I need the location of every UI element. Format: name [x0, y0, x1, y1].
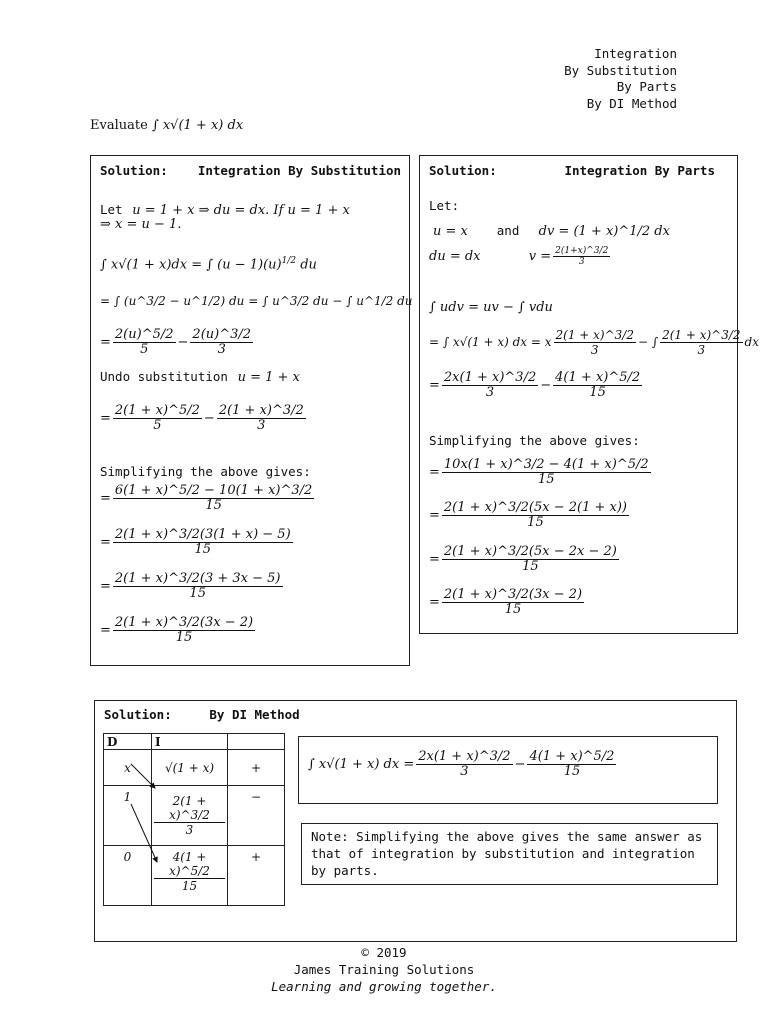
di-row-1-i: √(1 + x)	[152, 750, 228, 786]
parts-u-expr: u = x	[433, 224, 468, 239]
di-row-1-sign: +	[228, 750, 285, 786]
di-answer: ∫ x√(1 + x) dx = $\frac{2x(1 + x)\^{}3/2}{3}$ − $\frac{4(1 + x)\^{}5/2}{15}$	[308, 749, 615, 779]
parts-simplify-text: Simplifying the above gives:	[429, 433, 640, 448]
substitution-title	[100, 163, 401, 178]
sub-step3: = $\frac{2(u)\^{}5/2}{5}$ − $\frac{2(u)\^{}3/2}{3}$	[100, 327, 252, 357]
parts-simp-2: = $\frac{2(1 + x)\^{}3/2(5x - 2(1 + x))}{15}$	[429, 500, 627, 530]
sub-let-text: Let	[100, 202, 123, 217]
parts-u-dv-line	[433, 220, 670, 239]
sub-let-expr2: ⇒ x = u − 1.	[100, 217, 182, 232]
sub-simp-2: = $\frac{2(1 + x)\^{}3/2(3(1 + x) - 5)}{15}$	[100, 527, 291, 557]
sub-simp-1: = $\frac{6(1 + x)\^{}5/2 - 10(1 + x)\^{}3/2}{15}$	[100, 483, 313, 513]
di-row-2-sign: −	[228, 786, 285, 846]
parts-v-frac: $\frac{2(1+x)\^{}3/2}{3}$	[555, 246, 609, 267]
header-line-3: By Parts	[616, 79, 677, 94]
question-prefix: Evaluate	[90, 118, 148, 133]
di-row-3-sign: +	[228, 846, 285, 906]
parts-title-right: Integration By Parts	[564, 163, 715, 178]
sub-simp-3: = $\frac{2(1 + x)\^{}3/2(3 + 3x - 5)}{15}$	[100, 571, 281, 601]
parts-title-left: Solution:	[429, 163, 497, 178]
di-answer-box	[298, 736, 718, 804]
di-row-2-i: $\frac{2(1 + x)\^{}3/2}{3}$	[152, 786, 228, 846]
question-expr: ∫ x√(1 + x) dx	[151, 118, 244, 133]
di-panel	[94, 700, 737, 942]
sub-step1-tail: du	[300, 257, 317, 273]
parts-panel	[419, 155, 759, 634]
parts-v-lhs: v =	[528, 249, 552, 264]
di-row-2-d: 1	[104, 786, 152, 846]
parts-simp-3: = $\frac{2(1 + x)\^{}3/2(5x - 2x - 2)}{15}$	[429, 544, 617, 574]
parts-du-expr: du = dx	[429, 249, 481, 264]
sub-undo-expr: u = 1 + x	[237, 370, 300, 385]
parts-simp-4: = $\frac{2(1 + x)\^{}3/2(3x - 2)}{15}$	[429, 587, 583, 617]
di-col-d: D	[104, 734, 152, 750]
sub-simp-4: = $\frac{2(1 + x)\^{}3/2(3x - 2)}{15}$	[100, 615, 254, 645]
footer	[0, 944, 768, 995]
parts-dv-expr: dv = (1 + x)^1/2 dx	[538, 224, 670, 239]
sub-step4-frac1: $\frac{2(1 + x)\^{}5/2}{5}$	[114, 403, 200, 433]
di-col-i: I	[152, 734, 228, 750]
sub-step2: = ∫ (u^3/2 − u^1/2) du = ∫ u^3/2 du − ∫ u^1/2 du	[100, 294, 413, 308]
parts-formula: ∫ udv = uv − ∫ vdu	[429, 300, 553, 315]
sub-step1	[100, 256, 317, 272]
parts-let-text: Let:	[429, 198, 460, 213]
di-arrows	[115, 756, 235, 896]
sub-step4-frac2: $\frac{2(1 + x)\^{}3/2}{3}$	[218, 403, 304, 433]
substitution-title-left: Solution:	[100, 163, 168, 178]
di-note-box	[301, 823, 718, 885]
sub-step3-frac1: $\frac{2(u)\^{}5/2}{5}$	[114, 327, 174, 357]
parts-apply: = ∫ x√(1 + x) dx = x $\frac{2(1 + x)\^{}3/2}{3}$ − ∫ $\frac{2(1 + x)\^{}3/2}{3}$ dx	[429, 328, 759, 357]
question	[90, 118, 243, 133]
sub-let-line	[100, 199, 350, 218]
header-line-1: Integration	[594, 46, 677, 61]
parts-du-v-line	[429, 246, 612, 267]
sub-simplify-text: Simplifying the above gives:	[100, 464, 311, 479]
di-note: Note: Simplifying the above gives the same answer as that of integration by substitution and integration by parts.	[311, 829, 703, 878]
sub-undo-line	[100, 366, 300, 385]
di-title-right: By DI Method	[209, 707, 300, 722]
sub-step1-exp: 1/2	[281, 256, 297, 266]
footer-company: James Training Solutions	[293, 962, 475, 977]
parts-simp-1: = $\frac{10x(1 + x)\^{}3/2 - 4(1 + x)\^{}5/2}{15}$	[429, 457, 649, 487]
sub-let-expr: u = 1 + x ⇒ du = dx. If u = 1 + x	[132, 203, 350, 218]
parts-title	[429, 163, 715, 178]
di-arrow-2	[131, 804, 157, 862]
di-col-sign	[228, 734, 285, 750]
sub-step3-frac2: $\frac{2(u)\^{}3/2}{3}$	[192, 327, 252, 357]
sub-step4: = $\frac{2(1 + x)\^{}5/2}{5}$ − $\frac{2(1 + x)\^{}3/2}{3}$	[100, 403, 304, 433]
header-block	[564, 46, 677, 112]
header-line-2: By Substitution	[564, 62, 677, 78]
di-row-3-i: $\frac{4(1 + x)\^{}5/2}{15}$	[152, 846, 228, 906]
substitution-title-right: Integration By Substitution	[197, 163, 402, 178]
sub-undo-text: Undo substitution	[100, 369, 228, 384]
header-line-4: By DI Method	[586, 95, 677, 111]
footer-copyright: © 2019	[361, 945, 407, 960]
di-arrow-1	[131, 764, 155, 788]
substitution-panel	[90, 155, 413, 666]
di-title	[104, 707, 300, 722]
di-row-1-d: x	[104, 750, 152, 786]
parts-and-text: and	[496, 223, 520, 238]
di-title-left: Solution:	[104, 707, 172, 722]
sub-step1-main: ∫ x√(1 + x)dx = ∫ (u − 1)(u)	[100, 257, 282, 273]
footer-tagline: Learning and growing together.	[271, 979, 497, 994]
parts-result: = $\frac{2x(1 + x)\^{}3/2}{3}$ − $\frac{4(1 + x)\^{}5/2}{15}$	[429, 370, 641, 400]
di-row-3-d: 0	[104, 846, 152, 906]
